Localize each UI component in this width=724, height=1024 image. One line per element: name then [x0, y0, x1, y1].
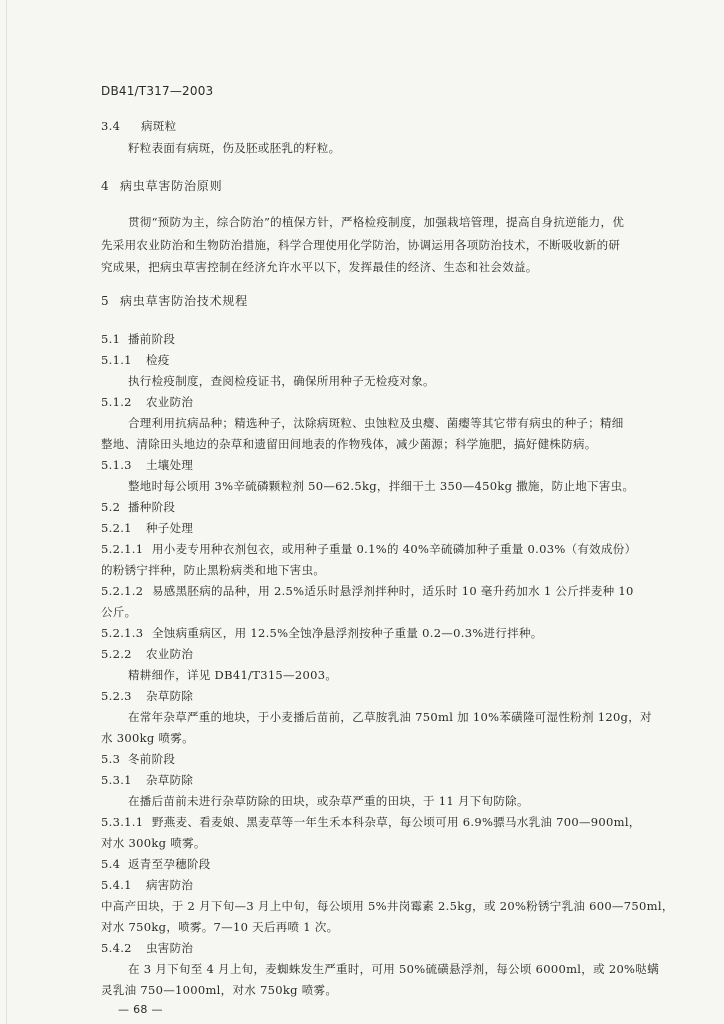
paragraph-line: 在常年杂草严重的地块，于小麦播后苗前，乙草胺乳油 750ml 加 10%苯磺隆可湿性粉剂 120g，对	[128, 710, 652, 724]
paragraph-line: 籽粒表面有病斑，伤及胚或胚乳的籽粒。	[128, 141, 341, 155]
paragraph-line: 整地时每公顷用 3%辛硫磷颗粒剂 50—62.5kg，拌细干土 350—450kg 撒施，防止地下害虫。	[128, 479, 635, 493]
scan-edge-line	[6, 0, 7, 1024]
paragraph-line: 整地、清除田头地边的杂草和遗留田间地表的作物残体，减少菌源；科学施肥，搞好健株防病。	[101, 437, 597, 451]
section-number: 5.2.1.1	[101, 542, 144, 556]
section-number: 5.1	[101, 332, 121, 346]
section-number: 5.2.3	[101, 689, 132, 703]
section-title: 农业防治	[146, 395, 194, 409]
section-title: 种子处理	[146, 521, 194, 535]
section-number: 5.3.1.1	[101, 815, 144, 829]
section-title: 病斑粒	[141, 119, 177, 133]
paragraph-line: 全蚀病重病区，用 12.5%全蚀净悬浮剂按种子重量 0.2—0.3%进行拌种。	[152, 626, 543, 640]
section-title: 杂草防除	[146, 773, 194, 787]
paragraph-line: 执行检疫制度，查阅检疫证书，确保所用种子无检疫对象。	[128, 374, 435, 388]
section-number: 5.4.1	[101, 878, 132, 892]
paragraph-line: 贯彻“预防为主，综合防治”的植保方针，严格检疫制度，加强栽培管理，提高自身抗逆能力，优	[128, 215, 625, 229]
section-number: 5.3	[101, 752, 121, 766]
chapter-title: 病虫草害防治原则	[120, 179, 223, 193]
section-title: 播前阶段	[128, 332, 176, 346]
section-title: 检疫	[146, 353, 170, 367]
paragraph-line: 灵乳油 750—1000ml，对水 750kg 喷雾。	[101, 983, 338, 997]
section-number: 5.1.2	[101, 395, 132, 409]
section-number: 5.1.1	[101, 353, 132, 367]
section-number: 5.2.1.2	[101, 584, 144, 598]
section-number: 5.2.1	[101, 521, 132, 535]
section-number: 5.4.2	[101, 941, 132, 955]
section-title: 土壤处理	[146, 458, 194, 472]
section-number: 5.2.2	[101, 647, 132, 661]
section-number: 5.2.1.3	[101, 626, 144, 640]
paragraph-line: 对水 750kg，喷雾。7—10 天后再喷 1 次。	[101, 920, 339, 934]
chapter-title: 病虫草害防治技术规程	[120, 294, 249, 308]
section-number: 5.2	[101, 500, 121, 514]
section-title: 农业防治	[146, 647, 194, 661]
section-title: 虫害防治	[146, 941, 194, 955]
document-id: DB41/T317—2003	[101, 84, 214, 98]
paragraph-line: 易感黑胚病的品种，用 2.5%适乐时悬浮剂拌种时，适乐时 10 毫升药加水 1 公斤拌麦种 10	[152, 584, 634, 598]
section-title: 病害防治	[146, 878, 194, 892]
section-title: 冬前阶段	[128, 752, 176, 766]
paragraph-line: 对水 300kg 喷雾。	[101, 836, 206, 850]
paragraph-line: 合理利用抗病品种；精选种子，汰除病斑粒、虫蚀粒及虫瘿、菌瘿等其它带有病虫的种子；精细	[128, 416, 624, 430]
paragraph-line: 先采用农业防治和生物防治措施，科学合理使用化学防治，协调运用各项防治技术，不断吸收新的研	[101, 238, 621, 252]
paragraph-line: 用小麦专用种衣剂包衣，或用种子重量 0.1%的 40%辛硫磷加种子重量 0.03%（有效成份）	[152, 542, 637, 556]
paragraph-line: 中高产田块，于 2 月下旬—3 月上中旬，每公顷用 5%井岗霉素 2.5kg，或 20%粉锈宁乳油 600—750ml，	[101, 899, 674, 913]
chapter-number: 5	[101, 294, 110, 308]
paragraph-line: 公斤。	[101, 605, 137, 619]
section-number: 3.4	[101, 119, 121, 133]
paragraph-line: 在 3 月下旬至 4 月上旬，麦蜘蛛发生严重时，可用 50%硫磺悬浮剂，每公顷 6000ml，或 20%哒螨	[128, 962, 659, 976]
paragraph-line: 究成果，把病虫草害控制在经济允许水平以下，发挥最佳的经济、生态和社会效益。	[101, 260, 538, 274]
section-number: 5.1.3	[101, 458, 132, 472]
section-title: 杂草防除	[146, 689, 194, 703]
section-title: 返青至孕穗阶段	[128, 857, 211, 871]
paragraph-line: 在播后苗前未进行杂草防除的田块，或杂草严重的田块，于 11 月下旬防除。	[128, 794, 529, 808]
paragraph-line: 的粉锈宁拌种，防止黑粉病类和地下害虫。	[101, 563, 326, 577]
paragraph-line: 精耕细作，详见 DB41/T315—2003。	[128, 668, 338, 682]
section-number: 5.4	[101, 857, 121, 871]
paragraph-line: 野燕麦、看麦娘、黑麦草等一年生禾本科杂草，每公顷可用 6.9%骠马水乳油 700—900ml，	[152, 815, 641, 829]
page-number: — 68 —	[118, 1003, 163, 1016]
paragraph-line: 水 300kg 喷雾。	[101, 731, 194, 745]
section-title: 播种阶段	[128, 500, 176, 514]
chapter-number: 4	[101, 179, 110, 193]
section-number: 5.3.1	[101, 773, 132, 787]
